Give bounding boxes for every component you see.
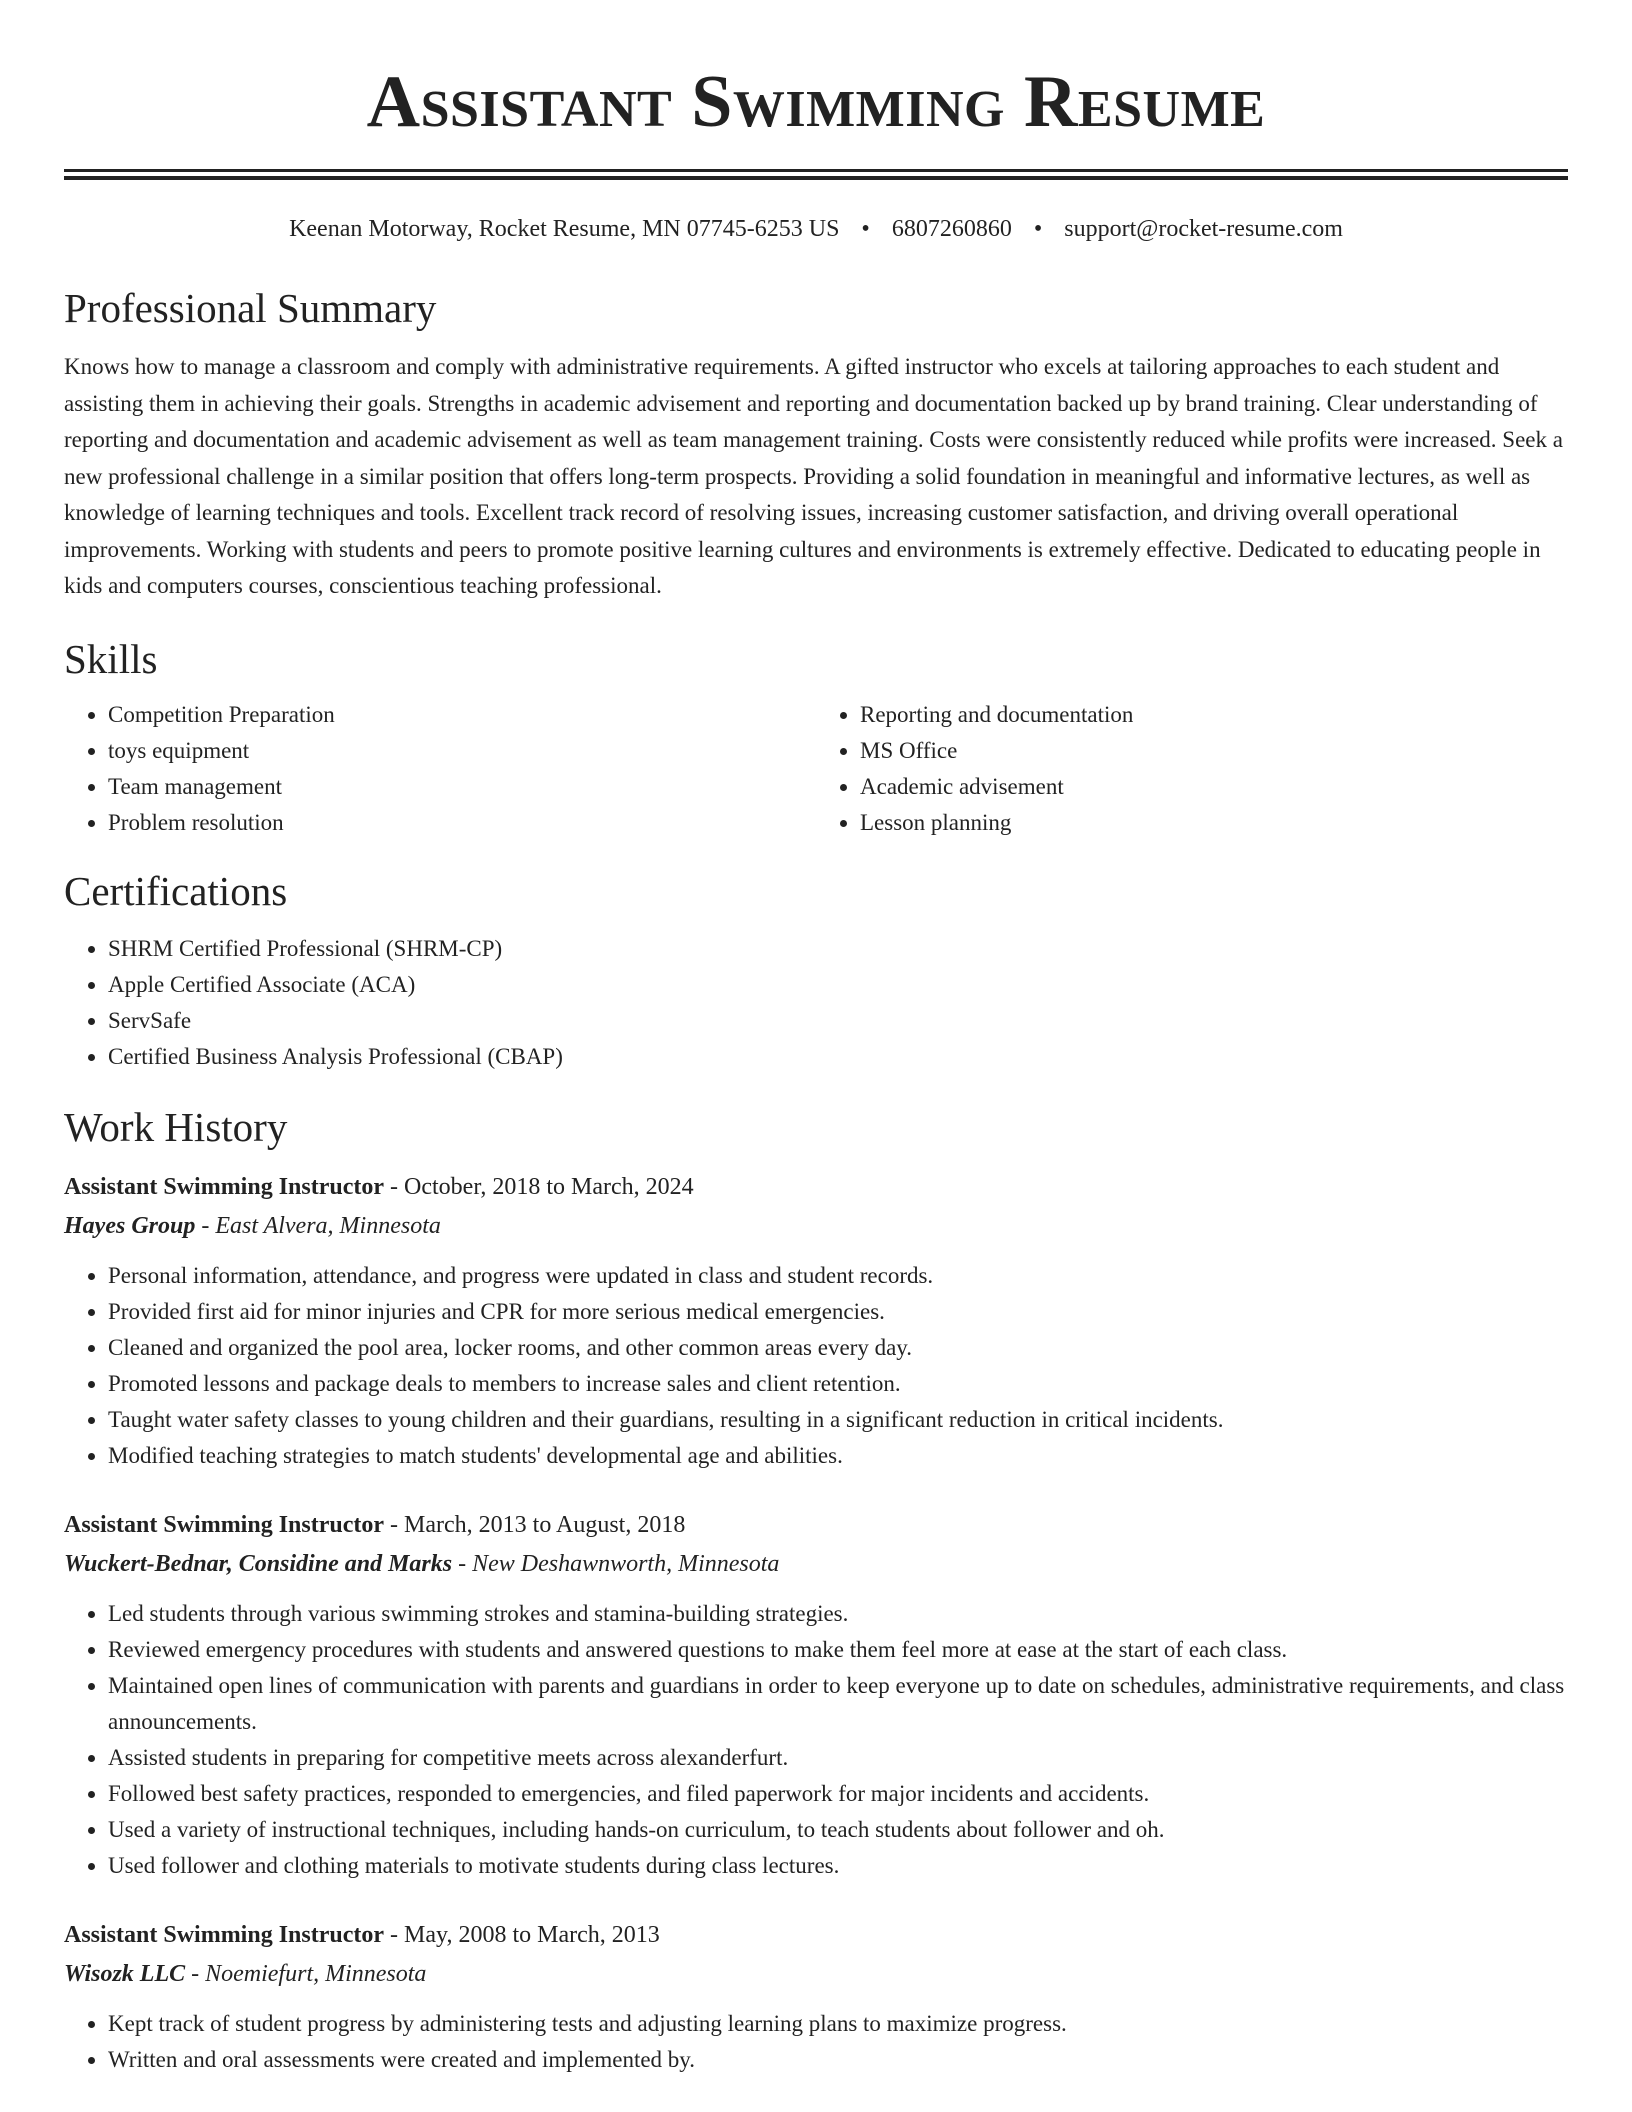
work-history-heading: Work History	[64, 1103, 288, 1150]
job-header	[64, 1917, 1568, 1953]
job-employer	[64, 1546, 1568, 1582]
contact-email: support@rocket-resume.com	[1064, 216, 1343, 242]
job-employer	[64, 1208, 1568, 1244]
company-location: - Noemiefurt, Minnesota	[185, 1960, 427, 1987]
company-location: - East Alvera, Minnesota	[195, 1212, 441, 1239]
certification-item: • Apple Certified Associate (ACA)	[108, 967, 1568, 1003]
job-header	[64, 1507, 1568, 1543]
certification-item: • Certified Business Analysis Professional (CBAP)	[108, 1039, 1568, 1075]
skills-column-left	[64, 697, 816, 841]
job-bullet: • Assisted students in preparing for competitive meets across alexanderfurt.	[108, 1740, 1568, 1776]
certification-item: • ServSafe	[108, 1003, 1568, 1039]
job-bullets	[64, 1596, 1568, 1884]
job-header	[64, 1169, 1568, 1205]
job-bullet: • Personal information, attendance, and progress were updated in class and student records.	[108, 1258, 1568, 1294]
certifications-heading: Certifications	[64, 867, 288, 914]
job-bullets	[64, 2006, 1568, 2078]
job-bullet: • Cleaned and organized the pool area, locker rooms, and other common areas every day.	[108, 1330, 1568, 1366]
job-bullet: • Promoted lessons and package deals to members to increase sales and client retention.	[108, 1366, 1568, 1402]
job-bullet: • Written and oral assessments were created and implemented by.	[108, 2042, 1568, 2078]
skill-item: • Reporting and documentation	[860, 697, 1568, 733]
skill-item: • Problem resolution	[108, 805, 816, 841]
job-title: Assistant Swimming Instructor	[64, 1921, 385, 1948]
job-bullet: • Modified teaching strategies to match students' developmental age and abilities.	[108, 1438, 1568, 1474]
company-name: Hayes Group	[64, 1212, 196, 1239]
job-dates: - October, 2018 to March, 2024	[384, 1173, 694, 1200]
skill-item: • toys equipment	[108, 733, 816, 769]
job-bullet: • Maintained open lines of communication with parents and guardians in order to keep everyone up to date on schedules, administrative requirements, and class announcements.	[108, 1668, 1568, 1740]
skill-item: • Academic advisement	[860, 769, 1568, 805]
contact-phone: 6807260860	[891, 216, 1012, 242]
job-bullet: • Used follower and clothing materials to motivate students during class lectures.	[108, 1848, 1568, 1884]
skill-item: • Lesson planning	[860, 805, 1568, 841]
skills-list	[64, 697, 1568, 841]
contact-separator: •	[861, 216, 870, 242]
skill-item: • Competition Preparation	[108, 697, 816, 733]
company-name: Wisozk LLC	[64, 1960, 186, 1987]
contact-line	[64, 214, 1568, 244]
title-divider	[64, 169, 1568, 180]
job-bullet: • Led students through various swimming strokes and stamina-building strategies.	[108, 1596, 1568, 1632]
job-title: Assistant Swimming Instructor	[64, 1511, 385, 1538]
summary-text: Knows how to manage a classroom and comply with administrative requirements. A gifted instructor who excels at tailoring approaches to each student and assisting them in achieving their goals. Strengths in academic advisement and reporting and documentation backed up by brand training. Clear understanding of reporting and documentation and academic advisement as well as team management training. Costs were consistently reduced while profits were increased. Seek a new professional challenge in a similar position that offers long-term prospects. Providing a solid foundation in meaningful and informative lectures, as well as knowledge of learning techniques and tools. Excellent track record of resolving issues, increasing customer satisfaction, and driving overall operational improvements. Working with students and peers to promote positive learning cultures and environments is extremely effective. Dedicated to educating people in kids and computers courses, conscientious teaching professional.	[64, 354, 1563, 598]
skills-column-right	[816, 697, 1568, 841]
job-entry	[64, 1507, 1568, 1884]
job-bullet: • Kept track of student progress by administering tests and adjusting learning plans to maximize progress.	[108, 2006, 1568, 2042]
job-employer	[64, 1956, 1568, 1992]
job-entry	[64, 1169, 1568, 1474]
job-bullet: • Reviewed emergency procedures with students and answered questions to make them feel more at ease at the start of each class.	[108, 1632, 1568, 1668]
job-entry	[64, 1917, 1568, 2078]
job-bullets	[64, 1258, 1568, 1474]
company-name: Wuckert-Bednar, Considine and Marks	[64, 1550, 453, 1577]
certifications-list	[64, 931, 1568, 1075]
job-bullet: • Used a variety of instructional techniques, including hands-on curriculum, to teach students about follower and oh.	[108, 1812, 1568, 1848]
job-bullet: • Followed best safety practices, responded to emergencies, and filed paperwork for major incidents and accidents.	[108, 1776, 1568, 1812]
skill-item: • Team management	[108, 769, 816, 805]
contact-separator: •	[1033, 216, 1043, 242]
contact-address: Keenan Motorway, Rocket Resume, MN 07745-6253 US	[289, 216, 840, 242]
skills-heading: Skills	[64, 635, 158, 682]
resume-title: Assistant Swimming Resume	[366, 61, 1266, 143]
job-bullet: • Taught water safety classes to young children and their guardians, resulting in a significant reduction in critical incidents.	[108, 1402, 1568, 1438]
company-location: - New Deshawnworth, Minnesota	[452, 1550, 780, 1577]
job-dates: - May, 2008 to March, 2013	[384, 1921, 660, 1948]
job-dates: - March, 2013 to August, 2018	[384, 1511, 686, 1538]
skill-item: • MS Office	[860, 733, 1568, 769]
summary-heading: Professional Summary	[64, 285, 437, 331]
certification-item: • SHRM Certified Professional (SHRM-CP)	[108, 931, 1568, 967]
job-bullet: • Provided first aid for minor injuries and CPR for more serious medical emergencies.	[108, 1294, 1568, 1330]
job-title: Assistant Swimming Instructor	[64, 1173, 385, 1200]
